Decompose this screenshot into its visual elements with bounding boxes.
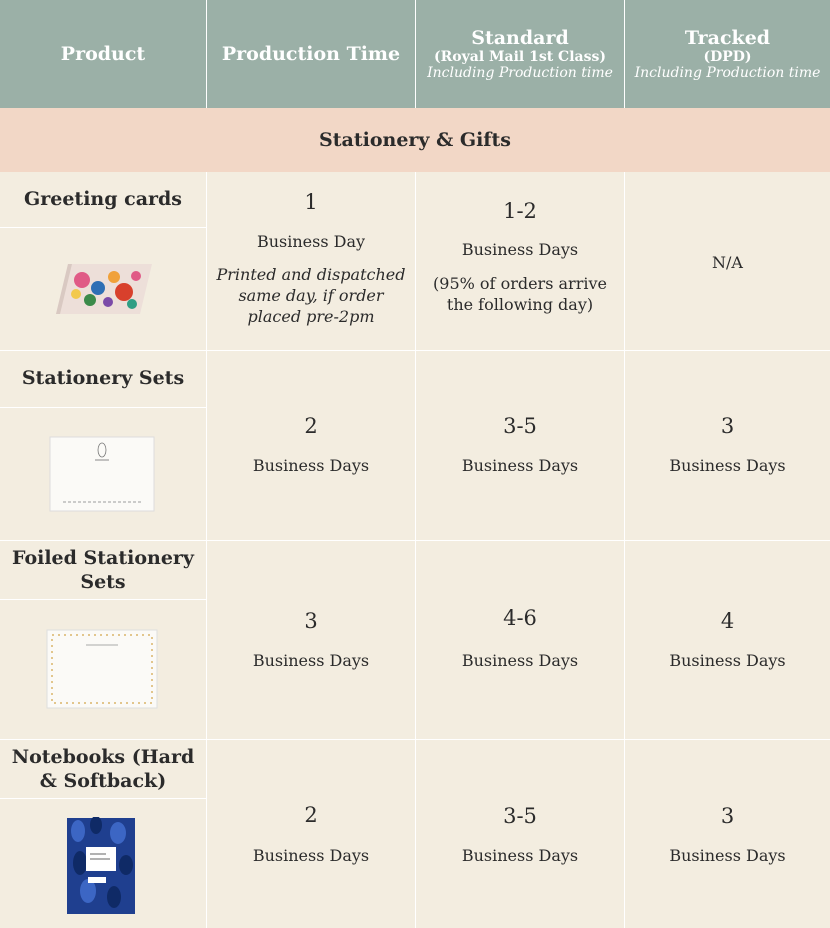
tracked-number: 3 (720, 804, 735, 828)
standard-cell (416, 414, 624, 475)
divider (0, 540, 830, 541)
production-number: 3 (304, 609, 318, 633)
standard-label: Business Days (461, 651, 579, 670)
production-label: Business Days (252, 846, 370, 865)
header-standard (416, 0, 625, 108)
standard-cell (416, 606, 624, 670)
header-standard-note: Including Production time (427, 65, 613, 81)
header-production (207, 0, 416, 108)
production-label: Business Day (256, 232, 366, 251)
tracked-label: Business Days (669, 846, 786, 865)
divider (0, 739, 830, 740)
section-title: Stationery & Gifts (0, 108, 830, 172)
header-product-label: Product (60, 43, 146, 65)
production-cell (207, 609, 415, 670)
header-product (0, 0, 207, 108)
product-name: Greeting cards (24, 188, 182, 210)
header-production-label: Production Time (221, 43, 401, 65)
foiled-stationery-thumbnail (46, 629, 158, 713)
header-tracked-label: Tracked (684, 27, 771, 49)
stationery-set-thumbnail (49, 436, 155, 516)
product-name: Stationery Sets (21, 367, 185, 389)
tracked-label: Business Days (669, 456, 786, 475)
divider (0, 227, 206, 228)
production-cell (207, 190, 415, 327)
standard-number: 4-6 (503, 606, 537, 630)
standard-cell (416, 804, 624, 865)
tracked-cell (625, 414, 830, 475)
production-number: 2 (304, 803, 318, 827)
tracked-number: 4 (720, 609, 735, 633)
production-note: Printed and dispatched same day, if order placed pre-2pm (216, 265, 406, 326)
tracked-number: 3 (720, 414, 735, 438)
product-name: Foiled Stationery Sets (12, 547, 194, 593)
tracked-cell (625, 253, 830, 272)
production-label: Business Days (252, 651, 370, 670)
production-number: 2 (304, 414, 318, 438)
tracked-cell (625, 804, 830, 865)
standard-note: (95% of orders arrive the following day) (433, 274, 607, 314)
standard-number: 3-5 (503, 804, 537, 828)
greeting-card-thumbnail (52, 262, 156, 320)
standard-label: Business Days (461, 456, 579, 475)
header-tracked (625, 0, 830, 108)
header-standard-label: Standard (471, 27, 569, 49)
production-label: Business Days (252, 456, 370, 475)
table-header (0, 0, 830, 108)
tracked-value: N/A (712, 253, 743, 272)
notebook-thumbnail (66, 817, 136, 919)
header-tracked-note: Including Production time (634, 65, 821, 81)
product-name: Notebooks (Hard & Softback) (11, 746, 195, 792)
divider (0, 798, 206, 799)
divider (0, 350, 830, 351)
tracked-cell (625, 609, 830, 670)
tracked-label: Business Days (669, 651, 786, 670)
divider (0, 407, 206, 408)
production-cell (207, 414, 415, 475)
divider (0, 599, 206, 600)
standard-label: Business Days (461, 846, 579, 865)
standard-number: 3-5 (503, 414, 537, 438)
header-standard-sub: (Royal Mail 1st Class) (434, 49, 606, 65)
header-tracked-sub: (DPD) (703, 49, 752, 65)
production-number: 1 (304, 190, 318, 214)
standard-number: 1-2 (503, 199, 537, 223)
production-cell (207, 803, 415, 865)
standard-cell (416, 199, 624, 315)
standard-label: Business Days (461, 240, 579, 259)
